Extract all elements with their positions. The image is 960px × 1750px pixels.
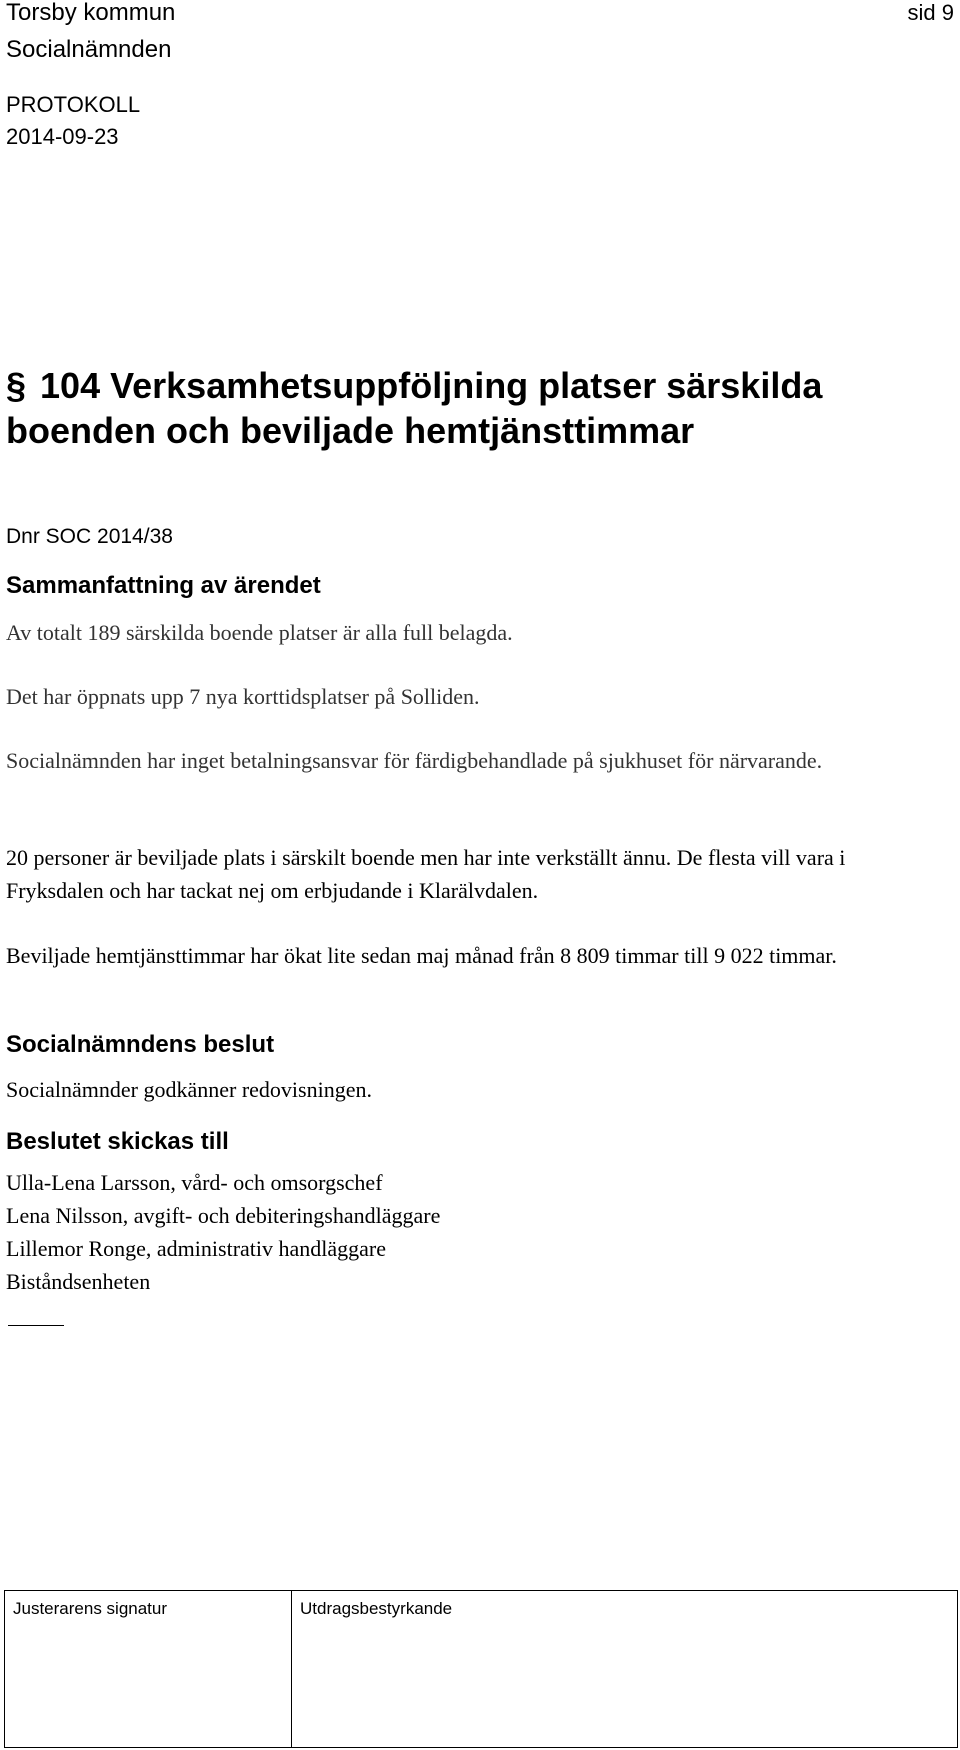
summary-paragraph-1: Av totalt 189 särskilda boende platser är alla full belagda. [6, 620, 513, 645]
decision-text: Socialnämnder godkänner redovisningen. [6, 1077, 372, 1102]
recipient-item: Ulla-Lena Larsson, vård- och omsorgschef [6, 1170, 383, 1195]
recipient-item: Biståndsenheten [6, 1269, 151, 1294]
signature-cell-adjuster [5, 1591, 292, 1747]
recipient-item: Lillemor Ronge, administrativ handläggare [6, 1236, 387, 1261]
recipient-item: Lena Nilsson, avgift- och debiteringshandläggare [6, 1203, 441, 1228]
summary-paragraph-5: Beviljade hemtjänsttimmar har ökat lite sedan maj månad från 8 809 timmar till 9 022 timmar. [6, 943, 837, 968]
summary-heading: Sammanfattning av ärendet [6, 572, 321, 599]
recipient-list [6, 1166, 440, 1298]
adjuster-signature-label: Justerarens signatur [13, 1599, 168, 1618]
header-doc-type: PROTOKOLL [6, 92, 141, 117]
header-date: 2014-09-23 [6, 124, 119, 149]
summary-paragraph-4: 20 personer är beviljade plats i särskilt boende men har inte verkställt ännu. De flesta vill vara i Fryksdalen och har tackat nej om erbjudande i Klarälvdalen. [6, 845, 846, 903]
item-title: 104 Verksamhetsuppföljning platser särskilda boenden och beviljade hemtjänsttimmar [6, 365, 823, 451]
decision-heading: Socialnämndens beslut [6, 1031, 275, 1058]
summary-paragraph-3: Socialnämnden har inget betalningsansvar för färdigbehandlade på sjukhuset för närvarande. [6, 748, 823, 773]
signature-table [4, 1590, 958, 1748]
separator-line [8, 1325, 64, 1326]
diary-number: Dnr SOC 2014/38 [6, 525, 173, 548]
signature-cell-certification [292, 1591, 957, 1747]
sent-to-heading: Beslutet skickas till [6, 1128, 229, 1155]
item-title-block [6, 363, 946, 453]
header-org: Torsby kommun [6, 0, 176, 26]
page-number: sid 9 [907, 0, 954, 25]
section-symbol: § [6, 365, 27, 406]
header-committee: Socialnämnden [6, 36, 172, 63]
summary-paragraph-2: Det har öppnats upp 7 nya korttidsplatser på Solliden. [6, 684, 480, 709]
certification-label: Utdragsbestyrkande [300, 1599, 453, 1618]
